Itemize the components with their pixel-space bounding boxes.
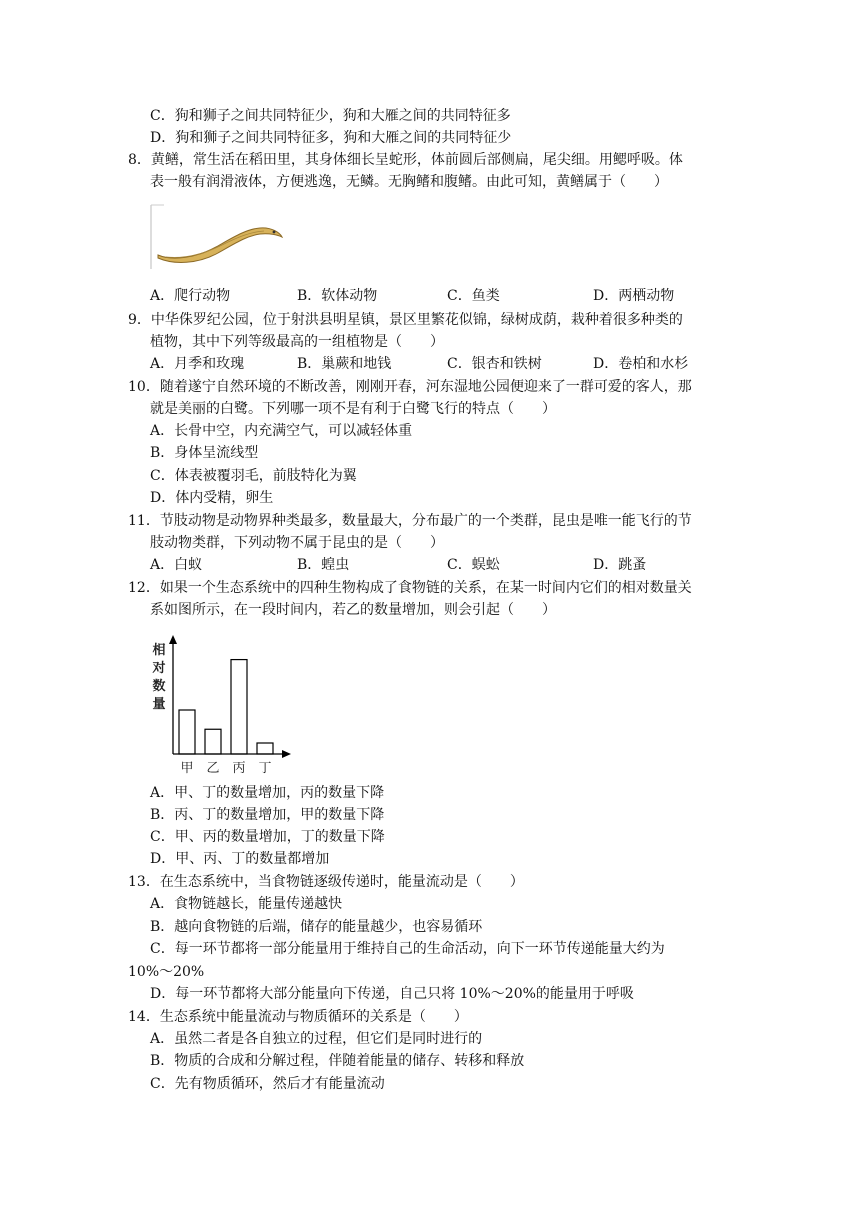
q9-stem-line-2: 植物，其中下列等级最高的一组植物是（ ） [150,334,444,350]
q8-stem-line-2: 表一般有润滑液体，方便逃逸，无鳞。无胸鳍和腹鳍。由此可知，黄鳝属于（ ） [150,174,668,190]
q9-option-a: A．月季和玫瑰 [150,356,245,372]
q14-option-b: B．物质的合成和分解过程，伴随着能量的储存、转移和释放 [150,1053,525,1069]
q8-stem-line-1: 8．黄鳝，常生活在稻田里，其身体细长呈蛇形，体前圆后部侧扁，尾尖细。用鳃呼吸。体 [128,152,683,168]
q9-stem-line-1: 9．中华侏罗纪公园，位于射洪县明星镇，景区里繁花似锦，绿树成荫，栽种着很多种类的 [128,312,683,328]
q9-option-b: B．巢蕨和地钱 [297,356,392,372]
x-tick-label-3: 丙 [232,761,246,776]
q12-option-b: B．丙、丁的数量增加，甲的数量下降 [150,807,385,823]
q10-option-b: B．身体呈流线型 [150,445,259,461]
q9-option-d: D．卷柏和水杉 [593,356,689,372]
q11-option-c: C．蜈蚣 [447,557,500,573]
x-axis-arrow-icon [282,750,291,758]
q9-option-c: C．银杏和铁树 [447,356,542,372]
q8-option-a: A．爬行动物 [150,288,231,304]
q10-stem-line-1: 10．随着遂宁自然环境的不断改善，刚刚开春，河东湿地公园便迎来了一群可爱的客人，那 [128,379,692,395]
y-axis-label-char: 对 [152,661,166,676]
y-axis-arrow-icon [169,635,177,644]
q12-stem-line-1: 12．如果一个生态系统中的四种生物构成了食物链的关系，在某一时间内它们的相对数量关 [128,580,692,596]
bar-2 [205,729,221,754]
q10-stem-line-2: 就是美丽的白鹭。下列哪一项不是有利于白鹭飞行的特点（ ） [150,401,556,417]
q11-stem-line-2: 肢动物类群，下列动物不属于昆虫的是（ ） [150,535,444,551]
bar-4 [257,743,273,754]
q10-option-d: D．体内受精，卵生 [150,490,274,506]
q7-option-d: D．狗和狮子之间共同特征多，狗和大雁之间的共同特征少 [150,130,512,146]
q7-option-c: C．狗和狮子之间共同特征少，狗和大雁之间的共同特征多 [150,108,511,124]
q13-option-d: D．每一环节都将大部分能量向下传递，自己只将 10%～20%的能量用于呼吸 [150,986,634,1002]
q13-option-a: A．食物链越长，能量传递越快 [150,896,343,912]
q14-option-a: A．虽然二者是各自独立的过程，但它们是同时进行的 [150,1031,483,1047]
q11-stem-line-1: 11．节肢动物是动物界种类最多，数量最大，分布最广的一个类群，昆虫是唯一能飞行的节 [128,513,692,529]
q12-option-d: D．甲、丙、丁的数量都增加 [150,851,330,867]
bar-1 [179,710,195,754]
q13-option-c: C．每一环节都将一部分能量用于维持自己的生命活动，向下一环节传递能量大约为 [150,941,665,957]
bar-3 [231,660,247,754]
q11-option-d: D．跳蚤 [593,557,647,573]
y-axis-label-char: 数 [152,679,166,694]
relative-quantity-bar-chart [148,632,298,776]
x-tick-label-4: 丁 [258,761,272,776]
y-axis-label-char: 量 [152,697,166,712]
q12-option-a: A．甲、丁的数量增加，丙的数量下降 [150,785,385,801]
q13-option-b: B．越向食物链的后端，储存的能量越少，也容易循环 [150,919,483,935]
y-axis-label-char: 相 [152,643,166,658]
q10-option-a: A．长骨中空，内充满空气，可以减轻体重 [150,423,413,439]
y-axis-label [151,642,165,712]
q8-option-d: D．两栖动物 [593,288,675,304]
x-tick-label-2: 乙 [206,761,220,776]
q13-option-c-continued: 10%～20% [128,964,205,980]
x-tick-labels [180,761,271,776]
x-tick-label-1: 甲 [180,761,194,776]
q11-option-a: A．白蚁 [150,557,203,573]
eel-image [150,203,286,271]
q14-stem: 14．生态系统中能量流动与物质循环的关系是（ ） [128,1009,468,1025]
q10-option-c: C．体表被覆羽毛，前肢特化为翼 [150,468,357,484]
q14-option-c: C．先有物质循环，然后才有能量流动 [150,1076,385,1092]
q12-stem-line-2: 系如图所示，在一段时间内，若乙的数量增加，则会引起（ ） [150,602,556,618]
bars [179,660,273,754]
q12-option-c: C．甲、丙的数量增加，丁的数量下降 [150,829,385,845]
q8-option-b: B．软体动物 [297,288,378,304]
q13-stem: 13．在生态系统中，当食物链逐级传递时，能量流动是（ ） [128,874,524,890]
q8-option-c: C．鱼类 [447,288,500,304]
q11-option-b: B．蝗虫 [297,557,350,573]
